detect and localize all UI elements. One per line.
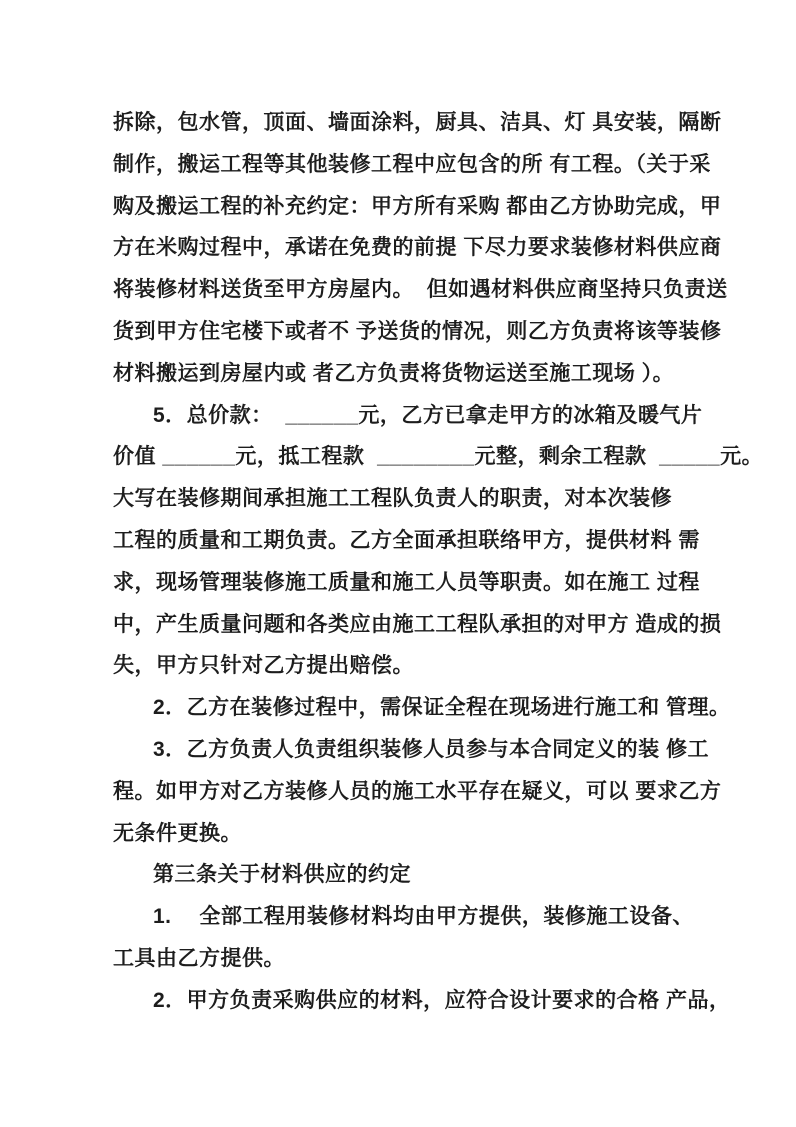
contract-line-item-2: 2．甲方负责采购供应的材料，应符合设计要求的合格 产品， — [153, 988, 731, 1012]
contract-line: 失，甲方只针对乙方提出赔偿。 — [113, 654, 414, 678]
contract-line: 方在米购过程中，承诺在免费的前提 下尽力要求装修材料供应商 — [113, 236, 722, 260]
contract-line: 货到甲方住宅楼下或者不 予送货的情况，则乙方负责将该等装修 — [113, 319, 722, 343]
contract-body — [113, 102, 764, 1022]
contract-line: 程。如甲方对乙方装修人员的施工水平存在疑义，可以 要求乙方 — [113, 779, 722, 803]
contract-line: 工具由乙方提供。 — [113, 946, 285, 970]
contract-line-total-price: 5．总价款： ______元，乙方已拿走甲方的冰箱及暖气片 — [153, 403, 703, 427]
contract-line-item-1: 1. 全部工程用装修材料均由甲方提供，装修施工设备、 — [153, 905, 694, 929]
contract-line-clause-3: 3．乙方负责人负责组织装修人员参与本合同定义的装 修工 — [153, 737, 710, 761]
contract-line: 价值 ______元，抵工程款 ________元整，剩余工程款 _____元。 — [113, 445, 764, 469]
contract-line: 材料搬运到房屋内或 者乙方负责将货物运送至施工现场 ）。 — [113, 361, 675, 385]
contract-line: 购及搬运工程的补充约定：甲方所有采购 都由乙方协助完成，甲 — [113, 194, 722, 218]
contract-line: 无条件更换。 — [113, 821, 242, 845]
contract-line: 拆除，包水管，顶面、墙面涂料，厨具、洁具、灯 具安装，隔断 — [113, 111, 722, 134]
contract-section-heading: 第三条关于材料供应的约定 — [153, 863, 411, 887]
contract-line: 求，现场管理装修施工质量和施工人员等职责。如在施工 过程 — [113, 570, 700, 594]
contract-line-clause-2: 2．乙方在装修过程中，需保证全程在现场进行施工和 管理。 — [153, 696, 731, 720]
contract-line: 制作，搬运工程等其他装修工程中应包含的所 有工程。（关于采 — [113, 152, 711, 176]
contract-line: 大写在装修期间承担施工工程队负责人的职责，对本次装修 — [113, 487, 672, 511]
contract-line: 工程的质量和工期负责。乙方全面承担联络甲方，提供材料 需 — [113, 528, 700, 552]
contract-line: 将装修材料送货至甲方房屋内。 但如遇材料供应商坚持只负责送 — [113, 278, 728, 302]
contract-line: 中，产生质量问题和各类应由施工工程队承担的对甲方 造成的损 — [113, 612, 722, 636]
